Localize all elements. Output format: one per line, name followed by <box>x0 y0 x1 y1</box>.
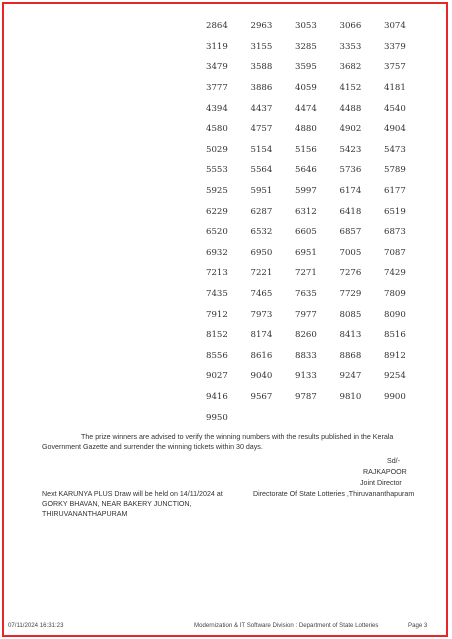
number-row <box>206 160 429 181</box>
winning-number: 3155 <box>250 41 273 52</box>
winning-number: 5736 <box>339 165 362 176</box>
winning-number: 3119 <box>206 41 228 52</box>
winning-number: 9810 <box>339 391 362 402</box>
winning-number: 8516 <box>384 330 406 341</box>
number-row <box>206 346 429 367</box>
number-row <box>206 37 429 58</box>
winning-number: 8413 <box>339 330 362 341</box>
winning-number: 9027 <box>206 371 228 382</box>
winning-number: 3588 <box>250 62 273 73</box>
winning-number: 9787 <box>295 391 317 402</box>
winning-number: 5564 <box>250 165 273 176</box>
winning-number: 3682 <box>339 62 362 73</box>
number-row <box>206 387 429 408</box>
winning-number: 4540 <box>384 103 406 114</box>
number-row <box>206 16 429 37</box>
signatory-name: RAJKAPOOR <box>363 468 407 476</box>
number-row <box>206 57 429 78</box>
number-row <box>206 263 429 284</box>
number-row <box>206 407 429 428</box>
winning-number: 9900 <box>384 391 406 402</box>
winning-number: 6950 <box>250 247 273 258</box>
winning-number: 4181 <box>384 83 406 94</box>
winning-number: 7221 <box>250 268 273 279</box>
winning-number: 7465 <box>250 289 273 300</box>
number-row <box>206 181 429 202</box>
winning-number: 6229 <box>206 206 228 217</box>
number-row <box>206 140 429 161</box>
winning-number: 7635 <box>295 289 317 300</box>
number-row <box>206 243 429 264</box>
winning-number: 6520 <box>206 227 228 238</box>
notice-line-1: The prize winners are advised to verify the winning numbers with the results published in the Kerala <box>81 433 394 441</box>
winning-number: 5473 <box>384 144 406 155</box>
winning-number: 7213 <box>206 268 228 279</box>
winning-number: 4059 <box>295 83 317 94</box>
notice-line-2: Government Gazette and surrender the winning tickets within 30 days. <box>42 443 263 452</box>
winning-numbers-grid <box>206 16 429 428</box>
winning-number: 6174 <box>339 186 362 197</box>
winning-number: 7977 <box>295 309 317 320</box>
winning-number: 3066 <box>339 21 362 32</box>
winning-number: 7087 <box>384 247 406 258</box>
winning-number: 3777 <box>206 83 228 94</box>
number-row <box>206 304 429 325</box>
winning-number: 9247 <box>339 371 362 382</box>
footer-timestamp: 07/11/2024 16:31:23 <box>8 622 64 629</box>
winning-number: 6857 <box>339 227 362 238</box>
winning-number: 6605 <box>295 227 317 238</box>
winning-number: 5154 <box>250 144 273 155</box>
winning-number: 8260 <box>295 330 317 341</box>
winning-number: 5646 <box>295 165 317 176</box>
winning-number: 8085 <box>339 309 362 320</box>
winning-number: 3757 <box>384 62 406 73</box>
winning-number: 4394 <box>206 103 228 114</box>
winning-number: 7912 <box>206 309 228 320</box>
winning-number: 6873 <box>384 227 406 238</box>
winning-number: 3379 <box>384 41 406 52</box>
winning-number: 2963 <box>250 21 273 32</box>
winning-number: 4474 <box>295 103 317 114</box>
number-row <box>206 366 429 387</box>
winning-number: 4437 <box>250 103 273 114</box>
winning-number: 7809 <box>384 289 406 300</box>
winning-number: 8556 <box>206 350 228 361</box>
footer-division: Modernization & IT Software Division : Department of State Lotteries <box>194 622 379 629</box>
winning-number: 4488 <box>339 103 362 114</box>
winning-number: 4904 <box>384 124 406 135</box>
winning-number: 7271 <box>295 268 317 279</box>
number-row <box>206 119 429 140</box>
winning-number: 8912 <box>384 350 406 361</box>
winning-number: 4880 <box>295 124 317 135</box>
winning-number: 6932 <box>206 247 228 258</box>
number-row <box>206 325 429 346</box>
notice-paragraph <box>42 432 414 452</box>
winning-number: 5925 <box>206 186 228 197</box>
winning-number: 8616 <box>250 350 273 361</box>
winning-number: 8152 <box>206 330 228 341</box>
winning-number: 7729 <box>339 289 362 300</box>
winning-number: 3285 <box>295 41 317 52</box>
winning-number: 9950 <box>206 412 228 423</box>
next-draw-line-1: Next KARUNYA PLUS Draw will be held on 14/11/2024 at <box>42 490 223 498</box>
winning-number: 3353 <box>339 41 362 52</box>
winning-number: 8833 <box>295 350 317 361</box>
winning-number: 6519 <box>384 206 406 217</box>
signatory-title: Joint Director <box>360 479 402 487</box>
winning-number: 6312 <box>295 206 317 217</box>
winning-number: 8868 <box>339 350 362 361</box>
winning-number: 5789 <box>384 165 406 176</box>
winning-number: 5029 <box>206 144 228 155</box>
number-row <box>206 78 429 99</box>
winning-number: 5423 <box>339 144 362 155</box>
winning-number: 4757 <box>250 124 273 135</box>
winning-number: 5951 <box>250 186 273 197</box>
winning-number: 4580 <box>206 124 228 135</box>
winning-number: 6287 <box>250 206 273 217</box>
winning-number: 6177 <box>384 186 406 197</box>
number-row <box>206 222 429 243</box>
next-draw-line-2: GORKY BHAVAN, NEAR BAKERY JUNCTION, <box>42 500 192 508</box>
number-row <box>206 284 429 305</box>
signatory-office: Directorate Of State Lotteries ,Thiruvananthapuram <box>253 490 415 498</box>
winning-number: 6418 <box>339 206 362 217</box>
winning-number: 7276 <box>339 268 362 279</box>
winning-number: 9567 <box>250 391 273 402</box>
winning-number: 7435 <box>206 289 228 300</box>
winning-number: 9254 <box>384 371 406 382</box>
winning-number: 6951 <box>295 247 317 258</box>
winning-number: 3479 <box>206 62 228 73</box>
winning-number: 3595 <box>295 62 317 73</box>
winning-number: 7973 <box>250 309 273 320</box>
number-row <box>206 98 429 119</box>
winning-number: 2864 <box>206 21 228 32</box>
winning-number: 4902 <box>339 124 362 135</box>
winning-number: 7005 <box>339 247 362 258</box>
winning-number: 3053 <box>295 21 317 32</box>
next-draw-line-3: THIRUVANANTHAPURAM <box>42 510 128 518</box>
winning-number: 5553 <box>206 165 228 176</box>
winning-number: 7429 <box>384 268 406 279</box>
winning-number: 8090 <box>384 309 406 320</box>
winning-number: 5156 <box>295 144 317 155</box>
winning-number: 5997 <box>295 186 317 197</box>
winning-number: 9133 <box>295 371 317 382</box>
number-row <box>206 201 429 222</box>
winning-number: 8174 <box>250 330 273 341</box>
winning-number: 9040 <box>250 371 273 382</box>
winning-number: 3074 <box>384 21 406 32</box>
winning-number: 6532 <box>250 227 273 238</box>
signature-sd: Sd/- <box>387 457 401 465</box>
winning-number: 9416 <box>206 391 228 402</box>
winning-number: 3886 <box>250 83 273 94</box>
winning-number: 4152 <box>339 83 362 94</box>
footer-page-number: Page 3 <box>408 622 428 629</box>
